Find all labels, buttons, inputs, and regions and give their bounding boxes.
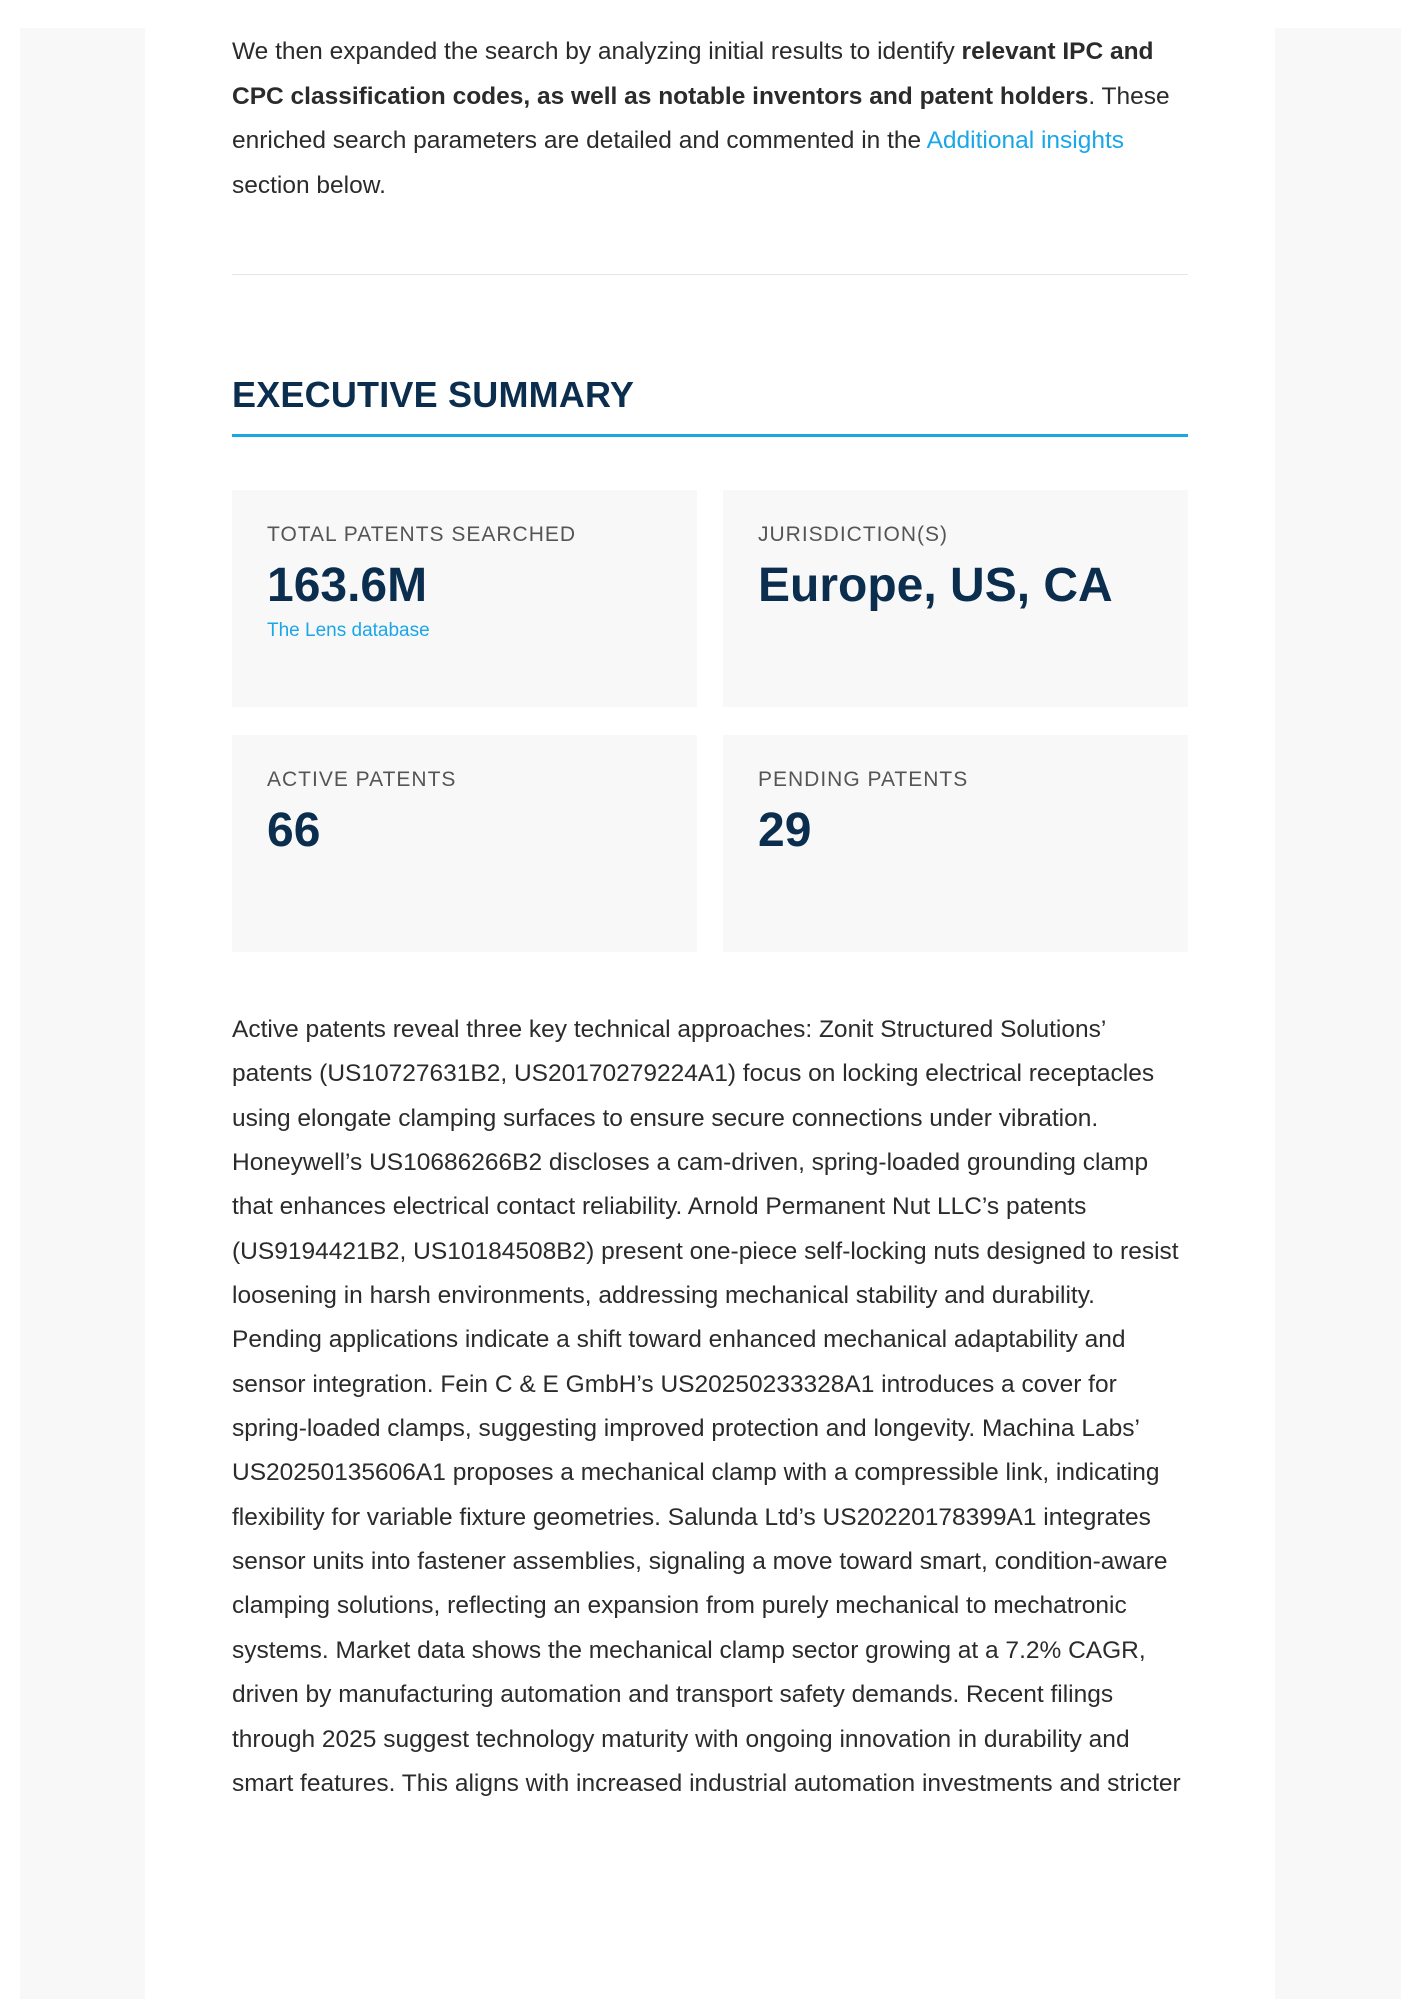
stat-value: 29 bbox=[758, 804, 812, 857]
left-margin bbox=[20, 28, 145, 1999]
stat-label: PENDING PATENTS bbox=[758, 768, 969, 791]
additional-insights-link[interactable]: Additional insights bbox=[926, 127, 1125, 154]
right-margin bbox=[1275, 28, 1401, 1999]
intro-text-1: We then expanded the search by analyzing initial results to identify bbox=[232, 38, 962, 65]
intro-bold-text: relevant IPC and CPC classification codes, as well as notable inventors and patent holders bbox=[232, 38, 1154, 110]
stat-card-pending-patents bbox=[723, 735, 1188, 952]
intro-text-3: section below. bbox=[232, 171, 386, 199]
intro-text-2: . These enriched search parameters are detailed and commented in the bbox=[232, 82, 1170, 154]
stat-value: 163.6M bbox=[267, 559, 428, 612]
section-title: EXECUTIVE SUMMARY bbox=[232, 374, 635, 415]
stat-label: TOTAL PATENTS SEARCHED bbox=[267, 523, 577, 546]
stat-card-jurisdictions bbox=[723, 490, 1188, 707]
section-divider bbox=[232, 274, 1188, 275]
stat-source: The Lens database bbox=[267, 620, 430, 641]
title-underline bbox=[232, 434, 1188, 437]
stat-card-total-patents bbox=[232, 490, 697, 707]
stat-card-active-patents bbox=[232, 735, 697, 952]
stat-label: JURISDICTION(S) bbox=[758, 523, 948, 546]
stat-label: ACTIVE PATENTS bbox=[267, 768, 457, 791]
stat-value: 66 bbox=[267, 804, 321, 857]
intro-paragraph bbox=[232, 30, 1188, 208]
summary-paragraph: Active patents reveal three key technical approaches: Zonit Structured Solutions’ patents (US10727631B2, US20170279224A1) focus on locking electrical receptacles using elongate clamping surfaces to ensure secure connections under vibration. Honeywell’s US10686266B2 discloses a cam-driven, spring-loaded grounding clamp that enhances electrical contact reliability. Arnold Permanent Nut LLC’s patents (US9194421B2, US10184508B2) present one-piece self-locking nuts designed to resist loosening in harsh environments, addressing mechanical stability and durability. Pending applications indicate a shift toward enhanced mechanical adaptability and sensor integration. Fein C & E GmbH’s US20250233328A1 introduces a cover for spring-loaded clamps, suggesting improved protection and longevity. Machina Labs’ US20250135606A1 proposes a mechanical clamp with a compressible link, indicating flexibility for variable fixture geometries. Salunda Ltd’s US20220178399A1 integrates sensor units into fastener assemblies, signaling a move toward smart, condition-aware clamping solutions, reflecting an expansion from purely mechanical to mechatronic systems. Market data shows the mechanical clamp sector growing at a 7.2% CAGR, driven by manufacturing automation and transport safety demands. Recent filings through 2025 suggest technology maturity with ongoing innovation in durability and smart features. This aligns with increased industrial automation investments and stricter bbox=[232, 1016, 1181, 1797]
stat-value: Europe, US, CA bbox=[758, 559, 1113, 612]
